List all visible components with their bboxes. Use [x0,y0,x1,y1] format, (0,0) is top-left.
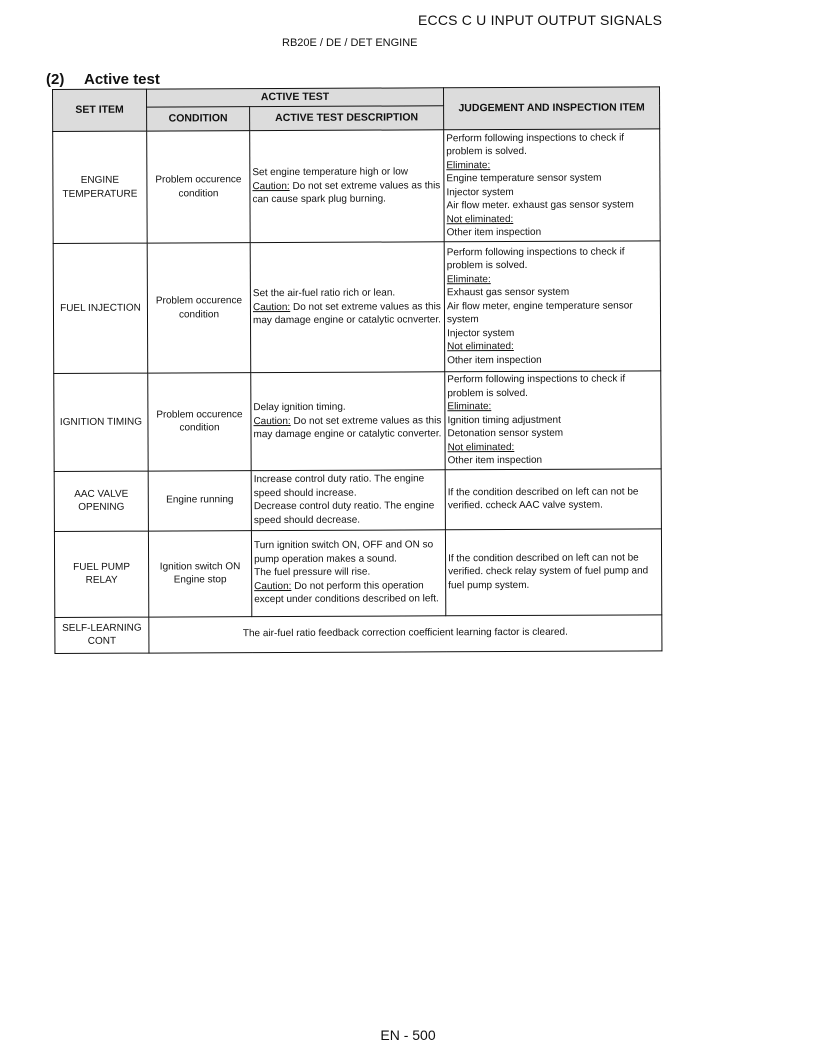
judgement-cell [444,129,660,242]
judgement-text: Perform following inspections to check if problem is solved. [446,246,625,272]
judgement-paragraph [447,372,658,400]
description-text: Delay ignition timing. [253,401,346,414]
judgement-paragraph [447,426,658,440]
description-paragraph [254,499,443,527]
set-item-line: OPENING [78,501,125,513]
table-row [55,614,662,653]
set-item-cell [53,243,148,373]
judgement-cell [444,241,661,372]
set-item-line: AAC VALVE [74,488,129,500]
condition-cell [148,470,251,530]
judgement-paragraph [448,551,659,592]
judgement-text: Air flow meter. exhaust gas sensor system [446,199,634,212]
underlined-label: Eliminate: [446,159,491,171]
description-text: Set the air-fuel ratio rich or lean. [252,287,396,300]
judgement-text: Injector system [446,186,514,198]
condition-cell [148,530,251,616]
underlined-label: Not eliminated: [447,441,515,453]
set-item-cell [54,471,148,531]
judgement-text: Engine temperature sensor system [446,172,602,185]
description-text: Do not set extreme values as this may damage engine or catalytic converter. [253,414,442,441]
document-title: ECCS C U INPUT OUTPUT SIGNALS [418,12,663,28]
judgement-text: Injector system [447,327,515,340]
section-title: Active test [84,71,160,88]
judgement-paragraph [446,131,657,159]
condition-line: condition [178,187,219,199]
judgement-paragraph [447,245,658,273]
judgement-paragraph [446,158,657,172]
description-cell [251,372,445,470]
judgement-cell [445,468,661,529]
condition-line: Problem occurence [155,295,243,307]
condition-line: condition [179,422,220,434]
description-paragraph [252,166,441,180]
judgement-paragraph [447,286,658,300]
set-item-cell [55,617,149,653]
header-active-test: ACTIVE TEST [147,88,444,107]
set-item-line: FUEL INJECTION [60,302,141,314]
set-item-line: TEMPERATURE [62,188,138,200]
description-cell [251,469,445,530]
description-paragraph [253,287,442,301]
underlined-label: Not eliminated: [447,341,514,353]
caution-label: Caution: [253,415,291,427]
table-row [54,371,661,471]
condition-line: condition [178,308,220,320]
set-item-cell [53,131,147,243]
condition-line: Ignition switch ON [159,560,241,573]
description-text: Do not perform this operation except under conditions described on left. [254,580,439,606]
set-item-cell [54,373,148,471]
description-text: Increase control duty ratio. The engine speed should increase. [253,473,425,499]
judgement-cell [445,528,661,615]
judgement-text: Perform following inspections to check if problem is solved. [447,373,626,399]
condition-line: Problem occurence [155,174,242,186]
table-row [54,468,661,531]
description-paragraph [254,539,443,567]
description-cell [250,242,445,373]
condition-cell [148,373,251,471]
judgement-paragraph [447,413,658,427]
condition-line: Engine stop [173,574,227,586]
set-item-line: FUEL PUMP [73,561,131,573]
judgement-paragraph [447,399,658,413]
condition-line: Engine running [166,494,234,506]
set-item-cell [54,531,148,617]
set-item-line: IGNITION TIMING [59,416,142,428]
description-text: Decrease control duty reatio. The engine speed should decrease. [253,500,435,526]
judgement-paragraph [446,171,657,185]
description-paragraph [253,300,442,328]
set-item-line: CONT [87,635,117,647]
judgement-text: Air flow meter, engine temperature sensor system [446,300,633,326]
judgement-text: Other item inspection [447,454,543,467]
self-learning-description: The air-fuel ratio feedback correction coefficient learning factor is cleared. [149,614,662,652]
description-text: Turn ignition switch ON, OFF and ON so pump operation makes a sound. [253,539,434,565]
active-test-table [52,86,662,653]
description-text: Do not set extreme values as this may damage engine or catalytic ocnverter. [252,301,441,327]
header-description: ACTIVE TEST DESCRIPTION [250,106,444,131]
judgement-paragraph [447,225,658,239]
header-condition: CONDITION [147,107,250,131]
condition-cell [147,243,251,373]
underlined-label: Eliminate: [447,401,492,413]
engine-subtitle: RB20E / DE / DET ENGINE [282,37,418,49]
judgement-text: Exhaust gas sensor system [446,286,570,299]
description-paragraph [254,472,443,500]
section-heading [46,71,160,88]
judgement-paragraph [448,440,659,454]
set-item-line: SELF-LEARNING [62,622,142,634]
set-item-line: RELAY [85,574,118,586]
judgement-paragraph [447,326,658,340]
table-row [53,129,660,244]
judgement-paragraph [447,212,658,226]
table-row [54,528,661,617]
judgement-text: Other item inspection [446,226,542,239]
judgement-paragraph [447,353,658,367]
description-cell [251,529,445,616]
judgement-paragraph [446,185,657,199]
description-text: The fuel pressure will rise. [254,566,371,579]
description-paragraph [254,579,443,607]
judgement-paragraph [446,198,657,212]
judgement-text: Perform following inspections to check if problem is solved. [446,132,625,158]
page-number: EN - 500 [380,1027,436,1043]
set-item-line: ENGINE [80,174,120,186]
description-paragraph [253,400,442,414]
header-set-item: SET ITEM [53,89,147,131]
caution-label: Caution: [252,180,290,192]
description-text: Set engine temperature high or low [252,166,409,179]
description-text: Do not set extreme values as this can cause spark plug burning. [252,180,441,206]
caution-label: Caution: [254,580,292,592]
judgement-paragraph [447,272,658,286]
description-paragraph [254,566,443,580]
caution-label: Caution: [252,301,291,313]
judgement-paragraph [447,299,658,327]
condition-cell [147,131,250,243]
description-paragraph [252,179,441,207]
table-row [53,241,661,374]
judgement-text: Ignition timing adjustment [447,414,561,426]
judgement-paragraph [447,340,658,354]
judgement-paragraph [448,485,659,513]
description-cell [250,130,444,243]
judgement-text: Detonation sensor system [447,427,564,440]
section-number: (2) [46,71,65,88]
judgement-paragraph [448,453,659,467]
judgement-cell [445,371,661,469]
judgement-text: If the condition described on left can not be verified. ccheck AAC valve system. [447,485,639,512]
header-judgement: JUDGEMENT AND INSPECTION ITEM [443,87,659,130]
underlined-label: Not eliminated: [446,213,514,225]
judgement-text: If the condition described on left can not be verified. check relay system of fuel pump and fuel pump system. [448,552,649,592]
condition-line: Problem occurence [156,408,243,421]
underlined-label: Eliminate: [446,273,491,286]
description-paragraph [253,414,442,442]
judgement-text: Other item inspection [447,354,542,367]
